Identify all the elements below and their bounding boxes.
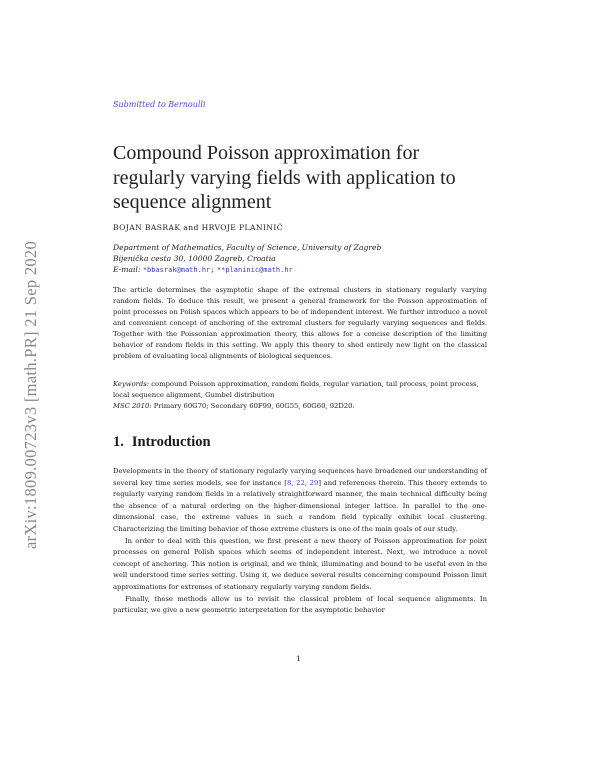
paragraph: [113, 466, 487, 536]
arxiv-identifier: arXiv:1809.00723v3 [math.PR] 21 Sep 2020: [21, 240, 40, 550]
address: Bijenička cesta 30, 10000 Zagreb, Croatia: [113, 254, 276, 263]
keywords-line: [113, 379, 487, 401]
paper-title: [113, 141, 513, 215]
email-line: [113, 264, 381, 276]
citation-separator: ,: [291, 478, 297, 487]
paragraph: In order to deal with this question, we first present a new theory of Poisson approximation for point processes on general Polish spaces which seems of independent interest. Next, we introduce a novel concept of anchoring. This notion is original, and we think, illuminating and bound to be useful even in the well understood time series setting. Using it, we deduce several results concerning compound Poisson limit approximations for extremes of stationary regularly varying random fields.: [113, 536, 487, 591]
submitted-note[interactable]: Submitted to Bernoulli: [113, 100, 206, 109]
msc-label: MSC 2010:: [113, 402, 152, 410]
section-number: 1.: [113, 434, 124, 450]
msc-line: [113, 401, 487, 412]
affiliation: [113, 242, 381, 276]
keywords-block: [113, 379, 487, 412]
keywords-label: Keywords:: [113, 380, 150, 388]
title-line: regularly varying fields with application to: [113, 166, 456, 189]
msc-text: Primary 60G70; Secondary 60F99, 60G55, 60G60, 92D20.: [153, 402, 355, 410]
paragraph-text: Developments in the theory of stationary regularly varying sequences have broadened our understanding of several key time series models, see for instance [: [113, 467, 487, 487]
title-line: Compound Poisson approximation for: [113, 142, 420, 164]
citation-separator: ,: [304, 478, 310, 487]
department: Department of Mathematics, Faculty of Science, University of Zagreb: [113, 243, 382, 252]
arxiv-sidebar: [10, 195, 52, 595]
email-link-basrak[interactable]: *bbasrak@math.hr;: [142, 266, 215, 274]
citation-link[interactable]: 29: [309, 478, 319, 487]
email-label: E-mail:: [113, 265, 141, 274]
paragraph-text: ] and references therein. This theory extends to regularly varying random fields in a relatively straightforward manner, the main technical difficulty being the absence of a natural ordering on the higher-dimensional integer lattice. In parallel to the one-dimensional case, the extreme values in such a random field typically exhibit local clustering. Characterizing the limiting behavior of those extreme clusters is one of the main goals of our study.: [113, 478, 488, 533]
keywords-text: compound Poisson approximation, random fields, regular variation, tail process, point process, local sequence alignment, Gumbel distribution: [113, 380, 479, 399]
section-title: Introduction: [131, 434, 211, 450]
abstract: The article determines the asymptotic shape of the extremal clusters in stationary regularly varying random fields. To deduce this result, we present a general framework for the Poisson approximation of point processes on Polish spaces which appears to be of independent interest. We further introduce a novel and convenient concept of anchoring of the extremal clusters for regularly varying sequences and fields. Together with the Poissonian approximation theory, this allows for a concise description of the limiting behavior of random fields in this setting. We apply this theory to shed entirely new light on the classical problem of evaluating local alignments of biological sequences.: [113, 286, 487, 360]
authors: BOJAN BASRAK and HRVOJE PLANINIĆ: [113, 223, 283, 232]
page-number: 1: [296, 654, 301, 663]
citation-link[interactable]: 22: [296, 478, 305, 487]
section-heading: [113, 434, 211, 451]
citation-link[interactable]: 8: [286, 478, 292, 487]
section-body: [113, 466, 487, 617]
paragraph: Finally, these methods allow us to revisit the classical problem of local sequence alignments. In particular, we give a new geometric interpretation for the asymptotic behavior: [113, 594, 487, 615]
title-line: sequence alignment: [113, 191, 272, 213]
email-link-planinic[interactable]: **planinic@math.hr: [216, 266, 293, 274]
